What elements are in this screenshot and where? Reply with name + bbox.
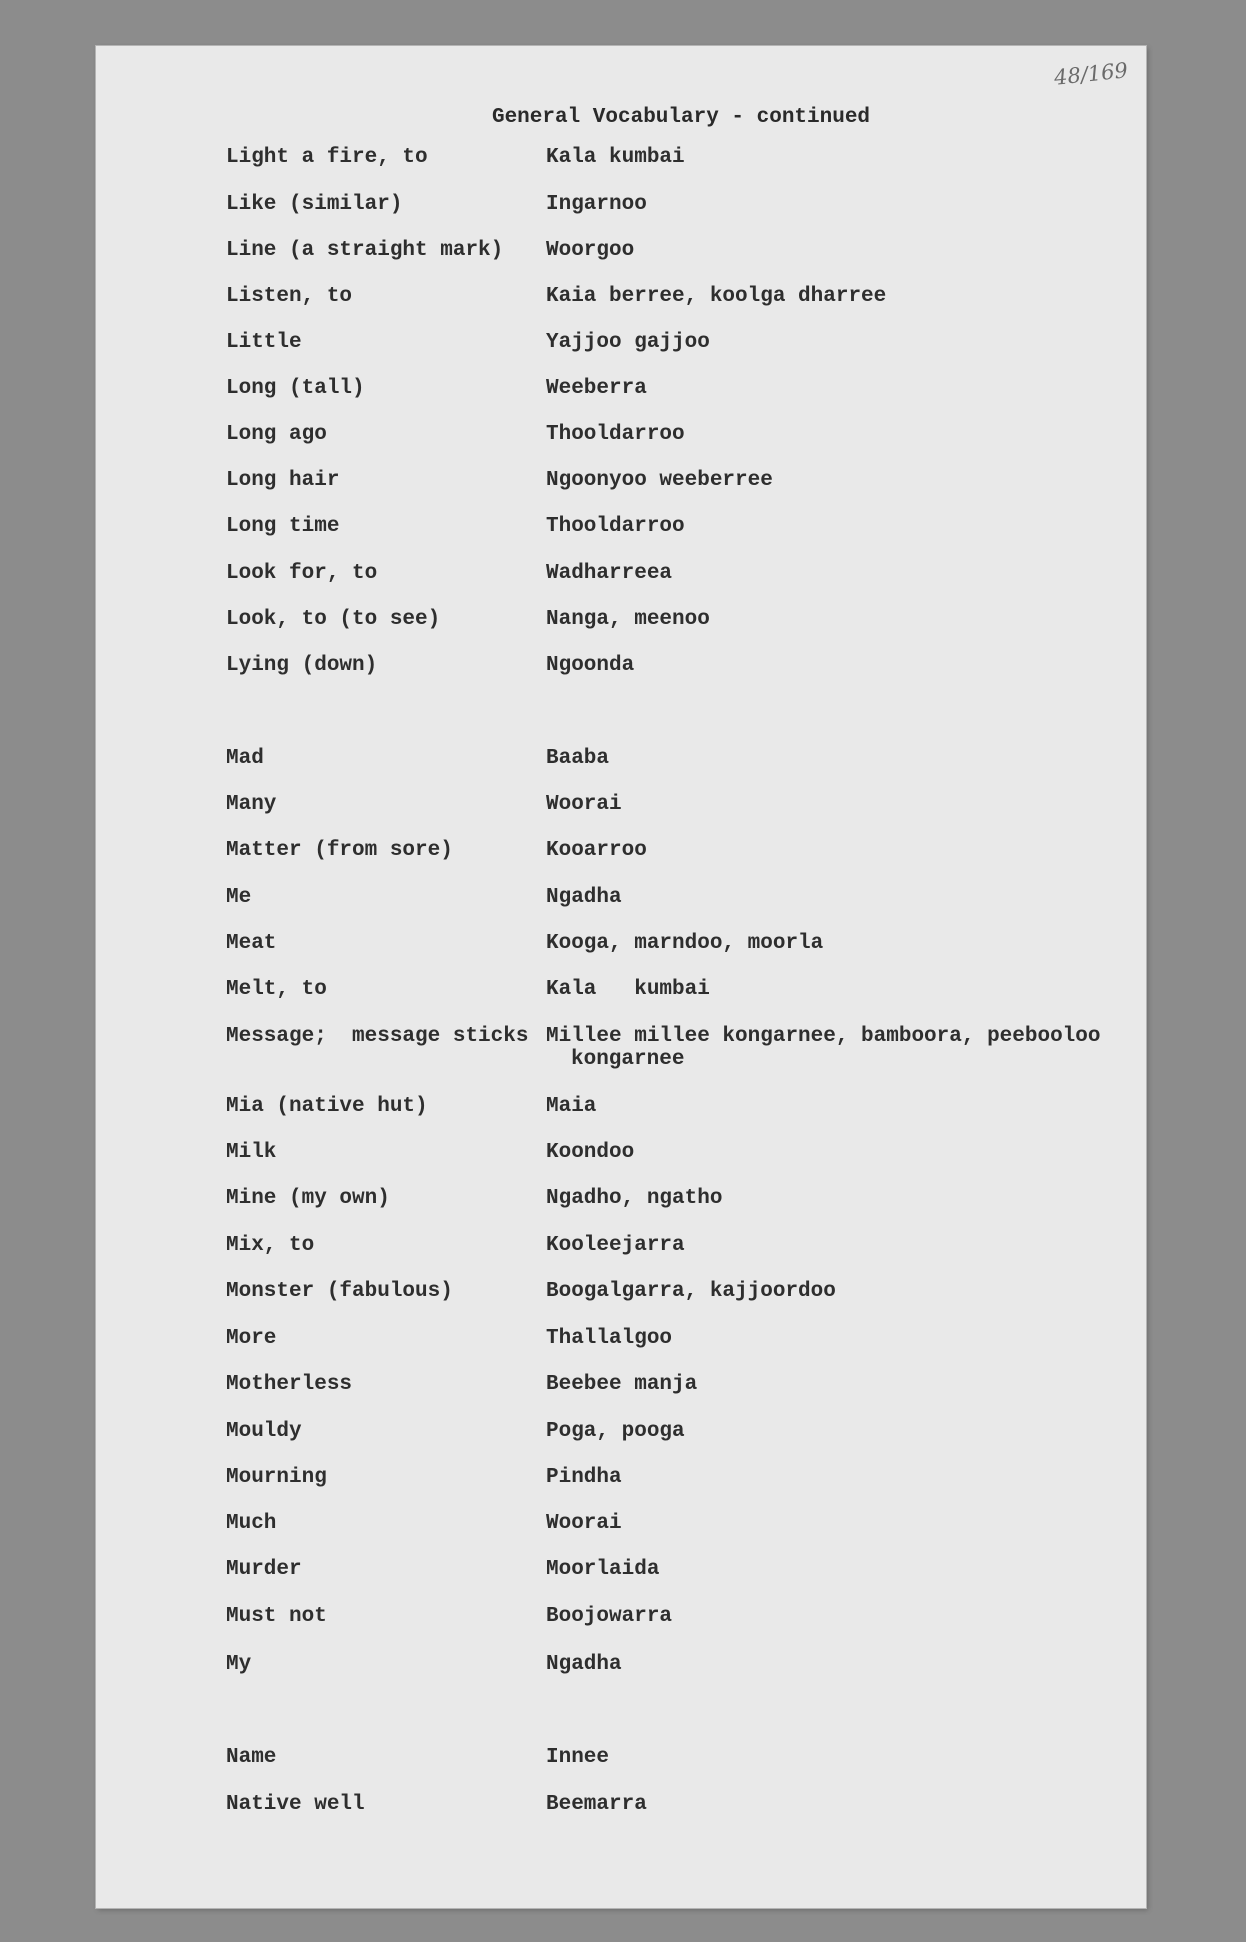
- vocab-term: Many: [226, 793, 277, 816]
- vocab-definition: Moorlaida: [546, 1558, 660, 1581]
- vocab-term: My: [226, 1653, 252, 1676]
- vocab-definition: Woorai: [546, 793, 622, 816]
- vocab-definition: Yajjoo gajjoo: [546, 331, 710, 354]
- vocab-term: Mad: [226, 747, 264, 770]
- vocab-definition: Ngadho, ngatho: [546, 1187, 723, 1210]
- vocab-term: Look for, to: [226, 562, 378, 585]
- vocab-term: Meat: [226, 932, 277, 955]
- vocab-term: Much: [226, 1512, 277, 1535]
- vocab-term: Like (similar): [226, 193, 403, 216]
- vocab-term: Matter (from sore): [226, 839, 453, 862]
- vocab-definition-continued: kongarnee: [571, 1048, 685, 1071]
- vocab-definition: Thooldarroo: [546, 423, 685, 446]
- folio-number: 48/169: [1053, 58, 1130, 90]
- vocab-definition: Maia: [546, 1095, 597, 1118]
- vocab-definition: Thallalgoo: [546, 1327, 673, 1350]
- vocab-definition: Poga, pooga: [546, 1420, 685, 1443]
- vocab-term: Me: [226, 886, 252, 909]
- vocab-definition: Kooga, marndoo, moorla: [546, 932, 824, 955]
- vocab-definition: Baaba: [546, 747, 610, 770]
- vocab-definition: Wadharreea: [546, 562, 673, 585]
- vocab-definition: Beemarra: [546, 1793, 647, 1816]
- vocab-term: Mine (my own): [226, 1187, 390, 1210]
- vocab-definition: Kooarroo: [546, 839, 647, 862]
- vocab-definition: Koondoo: [546, 1141, 635, 1164]
- vocab-term: Native well: [226, 1793, 365, 1816]
- vocab-term: Name: [226, 1746, 277, 1769]
- vocab-definition: Kaia berree, koolga dharree: [546, 285, 887, 308]
- vocab-definition: Weeberra: [546, 377, 647, 400]
- vocab-definition: Woorgoo: [546, 239, 635, 262]
- vocab-definition: Millee millee kongarnee, bamboora, peebooloo: [546, 1025, 1101, 1048]
- vocab-definition: Kala kumbai: [546, 978, 710, 1001]
- vocab-term: Long hair: [226, 469, 340, 492]
- vocab-definition: Kooleejarra: [546, 1234, 685, 1257]
- vocab-term: Light a fire, to: [226, 146, 428, 169]
- vocab-term: Mia (native hut): [226, 1095, 428, 1118]
- vocab-definition: Innee: [546, 1746, 610, 1769]
- vocab-term: Must not: [226, 1605, 327, 1628]
- vocab-definition: Ngoonda: [546, 654, 635, 677]
- vocab-term: Milk: [226, 1141, 277, 1164]
- vocab-term: Melt, to: [226, 978, 327, 1001]
- vocab-definition: Boojowarra: [546, 1605, 673, 1628]
- vocab-term: Murder: [226, 1558, 302, 1581]
- vocab-term: Motherless: [226, 1373, 353, 1396]
- vocab-definition: Boogalgarra, kajjoordoo: [546, 1280, 836, 1303]
- document-page: [96, 46, 1146, 1908]
- vocab-term: Mix, to: [226, 1234, 315, 1257]
- vocab-term: Long ago: [226, 423, 327, 446]
- vocab-definition: Thooldarroo: [546, 515, 685, 538]
- page-header: [96, 106, 1146, 129]
- vocab-term: Message; message sticks: [226, 1025, 529, 1048]
- header-title: General Vocabulary - continued: [491, 106, 871, 129]
- vocab-term: Line (a straight mark): [226, 239, 504, 262]
- vocab-definition: Woorai: [546, 1512, 622, 1535]
- vocab-term: More: [226, 1327, 277, 1350]
- vocab-definition: Pindha: [546, 1466, 622, 1489]
- vocab-term: Mourning: [226, 1466, 327, 1489]
- vocab-term: Lying (down): [226, 654, 378, 677]
- vocab-definition: Ngadha: [546, 886, 622, 909]
- vocab-definition: Ingarnoo: [546, 193, 647, 216]
- vocab-definition: Nanga, meenoo: [546, 608, 710, 631]
- vocab-term: Look, to (to see): [226, 608, 441, 631]
- vocab-term: Listen, to: [226, 285, 353, 308]
- vocab-definition: Ngadha: [546, 1653, 622, 1676]
- vocab-term: Monster (fabulous): [226, 1280, 453, 1303]
- vocab-definition: Kala kumbai: [546, 146, 685, 169]
- vocab-term: Long (tall): [226, 377, 365, 400]
- vocab-term: Mouldy: [226, 1420, 302, 1443]
- vocab-term: Little: [226, 331, 302, 354]
- vocab-definition: Beebee manja: [546, 1373, 698, 1396]
- vocab-definition: Ngoonyoo weeberree: [546, 469, 773, 492]
- vocab-term: Long time: [226, 515, 340, 538]
